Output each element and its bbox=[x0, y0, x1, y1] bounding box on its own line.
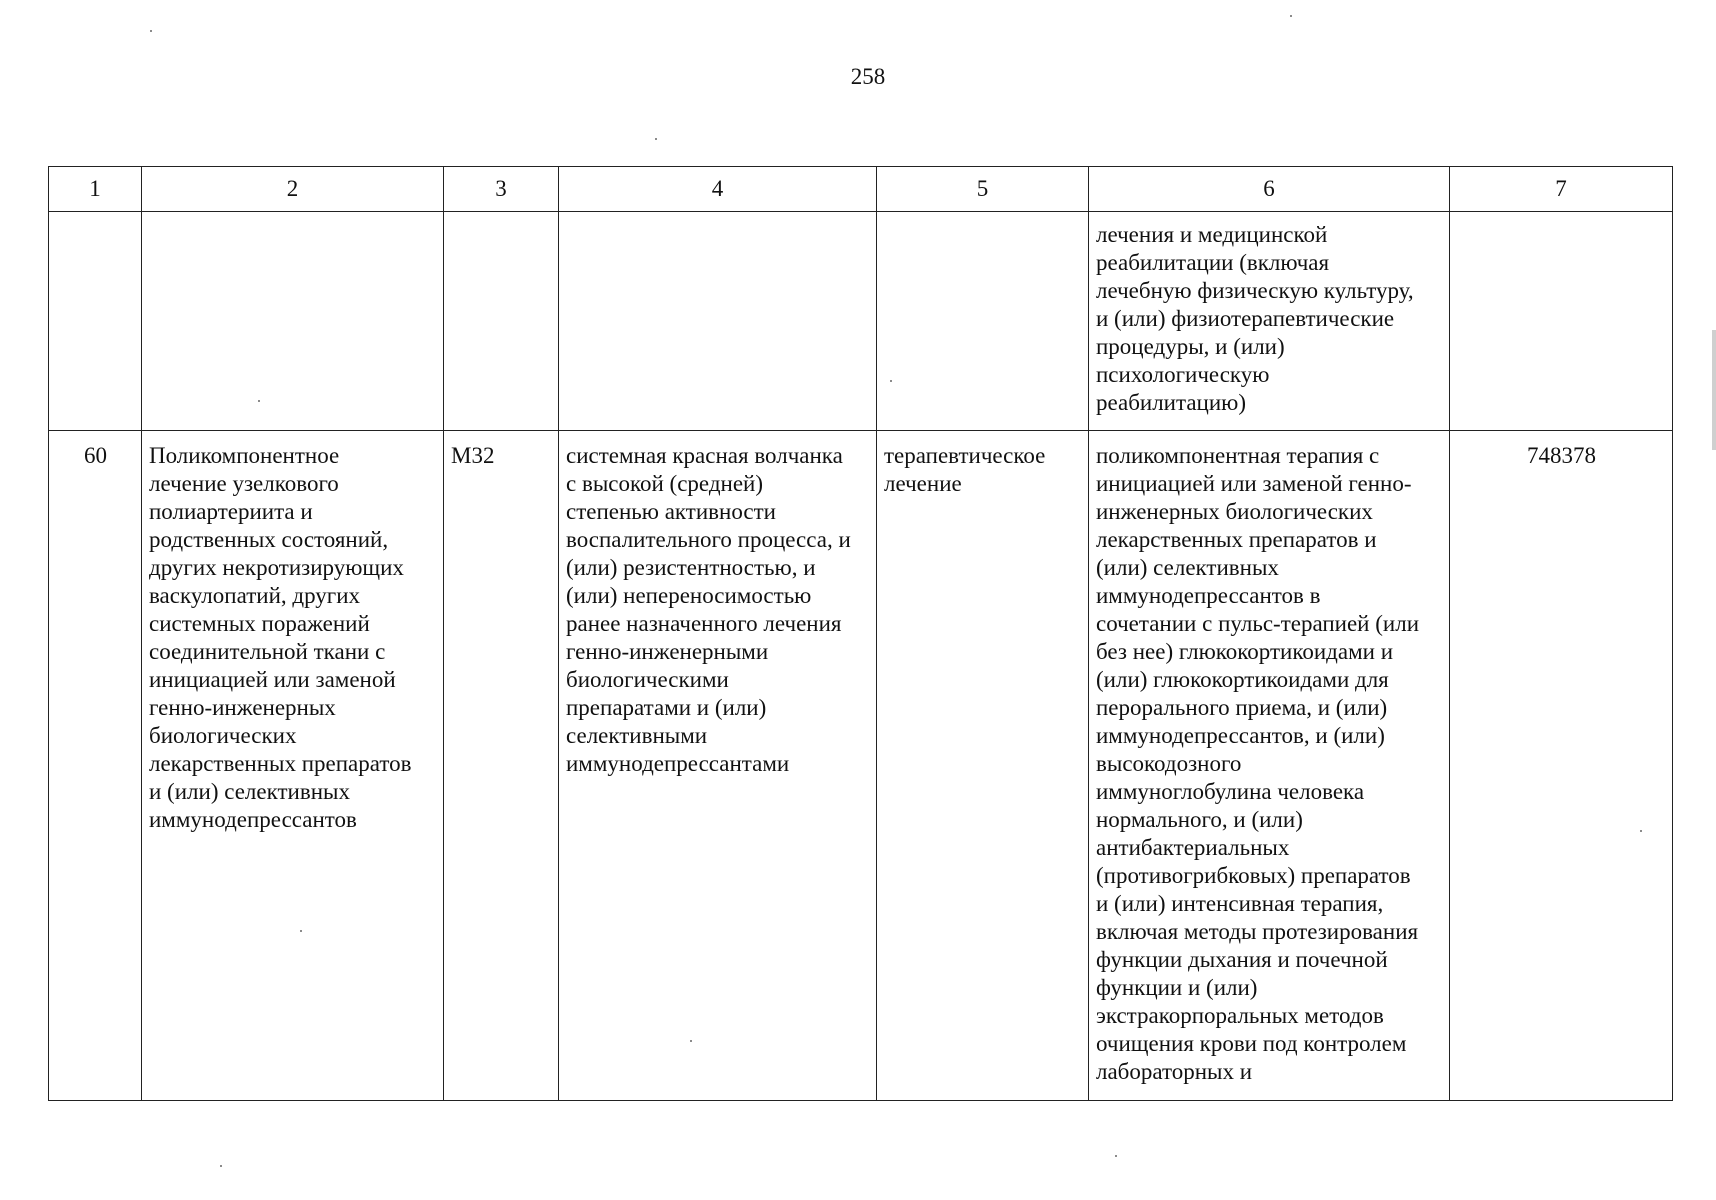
table-row-continuation bbox=[49, 212, 1673, 431]
scan-speck bbox=[890, 380, 892, 382]
scan-speck bbox=[150, 30, 152, 32]
cell-patient-model bbox=[559, 212, 877, 431]
scan-speck bbox=[1115, 1155, 1117, 1157]
scan-speck bbox=[1290, 15, 1292, 17]
cell-patient-model: системная красная волчанка с высокой (средней) степенью активности воспалительного процесса, и (или) резистентностью, и (или) непереносимостью ранее назначенного лечения генно-инженерными биологическими препаратами и (или) селективными иммунодепрессантами bbox=[559, 431, 877, 1101]
cell-cost: 748378 bbox=[1450, 431, 1673, 1101]
column-header-7: 7 bbox=[1450, 167, 1673, 212]
scan-speck bbox=[1640, 830, 1642, 832]
cell-icd-code bbox=[444, 212, 559, 431]
cell-treatment-method: лечения и медицинской реабилитации (включая лечебную физическую культуру, и (или) физиотерапевтические процедуры, и (или) психологическую реабилитацию) bbox=[1089, 212, 1450, 431]
scan-speck bbox=[258, 400, 260, 402]
column-header-3: 3 bbox=[444, 167, 559, 212]
column-header-1: 1 bbox=[49, 167, 142, 212]
column-header-2: 2 bbox=[142, 167, 444, 212]
cell-number bbox=[49, 212, 142, 431]
table-row-60 bbox=[49, 431, 1673, 1101]
cell-icd-code: М32 bbox=[444, 431, 559, 1101]
column-header-4: 4 bbox=[559, 167, 877, 212]
cell-number: 60 bbox=[49, 431, 142, 1101]
scan-speck bbox=[655, 138, 657, 140]
cell-treatment-type: терапевтическое лечение bbox=[877, 431, 1089, 1101]
page-number: 258 bbox=[850, 64, 886, 89]
scan-speck bbox=[690, 1040, 692, 1042]
cell-treatment-name bbox=[142, 212, 444, 431]
cell-cost bbox=[1450, 212, 1673, 431]
column-header-6: 6 bbox=[1089, 167, 1450, 212]
cell-treatment-type bbox=[877, 212, 1089, 431]
column-header-5: 5 bbox=[877, 167, 1089, 212]
procedures-table bbox=[48, 166, 1673, 1101]
cell-treatment-method: поликомпонентная терапия с инициацией или заменой генно- инженерных биологических лекарственных препаратов и (или) селективных иммунодепрессантов в сочетании с пульс-терапией (или без нее) глюкокортикоидами и (или) глюкокортикоидами для перорального приема, и (или) иммунодепрессантов, и (или) высокодозного иммуноглобулина человека нормального, и (или) антибактериальных (противогрибковых) препаратов и (или) интенсивная терапия, включая методы протезирования функции дыхания и почечной функции и (или) экстракорпоральных методов очищения крови под контролем лабораторных и bbox=[1089, 431, 1450, 1101]
scan-speck bbox=[300, 930, 302, 932]
table-header-row bbox=[49, 167, 1673, 212]
scan-speck bbox=[220, 1165, 222, 1167]
cell-treatment-name: Поликомпонентное лечение узелкового полиартериита и родственных состояний, других некротизирующих васкулопатий, других системных поражений соединительной ткани с инициацией или заменой генно-инженерных биологических лекарственных препаратов и (или) селективных иммунодепрессантов bbox=[142, 431, 444, 1101]
scan-edge-shadow bbox=[1712, 330, 1716, 450]
